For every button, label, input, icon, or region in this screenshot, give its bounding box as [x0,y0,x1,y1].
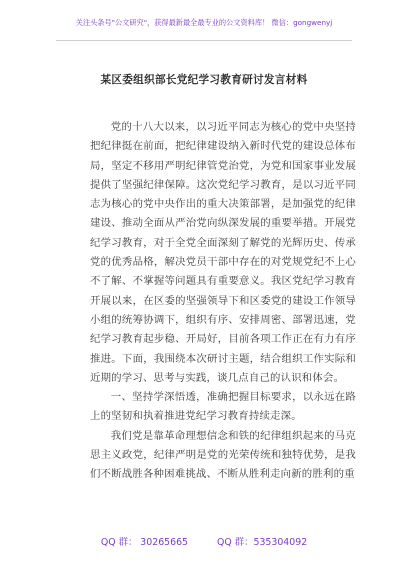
document-body [90,118,356,485]
footer-qq-group-2: QQ 群：535304092 [217,537,308,548]
header-note: 关注头条号"公文研究"，获得最新最全最专业的公文资料库！ 微信：gongwenyj [75,18,333,27]
paragraph-section-body: 我们党是靠革命理想信念和铁的纪律组织起来的马克思主义政党，纪律严明是党的光荣传统和独特优势，是我们不断战胜各种困难挑战、不断从胜利走向新的胜利的重 [90,429,356,481]
footer-contact [0,534,408,548]
document-title: 某区委组织部长党纪学习教育研讨发言材料 [100,74,308,86]
header-divider [56,40,352,41]
footer-qq-group-1: QQ 群： 30265665 [100,537,189,548]
paragraph-intro: 党的十八大以来，以习近平同志为核心的党中央坚持把纪律挺在前面，把纪律建设纳入新时代党的建设总体布局，坚定不移用严明纪律管党治党，为党和国家事业发展提供了坚强纪律保障。这次党纪学习教育，是以习近平同志为核心的党中央作出的重大决策部署，是加强党的纪律建设、推动全面从严治党向纵深发展的重要举措。开展党纪学习教育，对于全党全面深刻了解党的光辉历史、传承党的优秀品格，解决党员干部中存在的对党规党纪不上心不了解、不掌握等问题具有重要意义。我区党纪学习教育开展以来，在区委的坚强领导下和区委党的建设工作领导小组的统筹协调下，组织有序、安排周密、部署迅速，党纪学习教育起步稳、开局好，目前各项工作正在有力有序推进。下面，我围绕本次研讨主题，结合组织工作实际和近期的学习、思考与实践，谈几点自己的认识和体会。 [90,121,356,384]
paragraph-section-heading: 一、坚持学深悟透，准确把握目标要求，以永远在路上的坚韧和执着推进党纪学习教育持续走深。 [90,391,356,423]
